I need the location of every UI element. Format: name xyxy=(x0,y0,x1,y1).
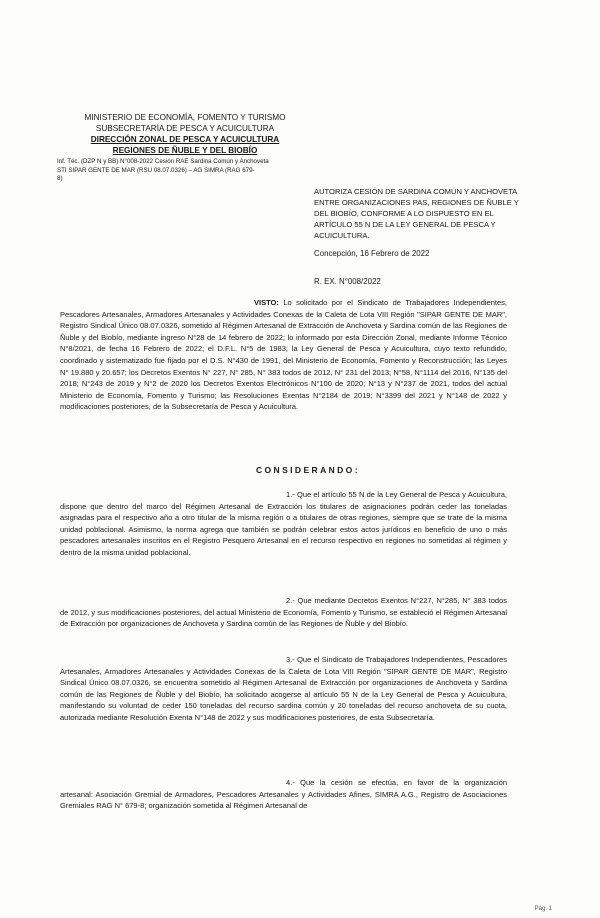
ministry-line: MINISTERIO DE ECONOMÍA, FOMENTO Y TURISMO xyxy=(84,113,286,122)
considerando-paragraph-3 xyxy=(60,654,507,724)
considerando-paragraph-4 xyxy=(60,777,507,812)
subsecretariat-line: SUBSECRETARÍA DE PESCA Y ACUICULTURA xyxy=(95,124,275,133)
paragraph-text: 4.- Que la cesión se efectúa, en favor de la organización artesanal: Asociación Gremial de Armadores, Pescadores Artesanales y Actividades Afines, SIMRA A.G., Registro de Asociaciones Gremiales RAG N° 679-8; organización sometida al Régimen Artesanal de xyxy=(60,778,507,811)
reference-line: 8) xyxy=(57,175,63,182)
reference-line: Inf. Téc. (DZP Ñ y BB) N°008-2022 Cesión RAE Sardina Común y Anchoveta xyxy=(57,158,269,165)
resolution-number: R. EX. N°008/2022 xyxy=(314,277,381,286)
considerando-paragraph-1 xyxy=(60,489,507,559)
resolution-subject: AUTORIZA CESIÓN DE SARDINA COMÚN Y ANCHOVETA ENTRE ORGANIZACIONES PAS, REGIONES DE ÑUBLE Y DEL BIOBÍO, CONFORME A LO DISPUESTO EN EL ARTÍCULO 55 N DE LA LEY GENERAL DE PESCA Y ACUICULTURA. xyxy=(314,187,519,240)
paragraph-text: 2.- Que mediante Decretos Exentos N°227, N°285, N° 383 todos de 2012, y sus modificaciones posteriores, del actual Ministerio de Economía, Fomento y Turismo, se estableció el Régimen Artesanal de Extracción por organizaciones de Anchoveta y Sardina común de las Regiones de Ñuble y del Biobío. xyxy=(60,596,507,629)
paragraph-text: 3.- Que el Sindicato de Trabajadores Independientes, Pescadores Artesanales, Armadores Artesanales y Actividades Conexas de la Caleta de Lota VIII Región "SIPAR GENTE DE MAR", Registro Sindical Único 08.07.0326, se encuentra sometido al Régimen Artesanal de Extracción por organizaciones de Anchoveta y Sardina común de las Regiones de Ñuble y del Biobío, ha solicitado acogerse al artículo 55 N de la Ley General de Pesca y Acuicultura, manifestando su voluntad de ceder 150 toneladas del recurso sardina común y 20 toneladas del recurso anchoveta de su cuota, autorizada mediante Resolución Exenta N°148 de 2022 y sus modificaciones posteriores, de esta Subsecretaría. xyxy=(60,655,507,722)
visto-paragraph xyxy=(60,297,507,413)
visto-label: VISTO: xyxy=(254,298,279,307)
considerando-heading: CONSIDERANDO: xyxy=(256,465,360,475)
visto-text: Lo solicitado por el Sindicato de Trabajadores Independientes, Pescadores Artesanales, Armadores Artesanales y Actividades Conexas de la Caleta de Lota VIII Región "SIPAR GENTE DE MAR", Registro Sindical Único 08.07.0326, sometido al Régimen Artesanal de Extracción de Anchoveta y Sardina común de las Regiones de Ñuble y del Biobío, mediante ingreso N°28 de 14 febrero de 2022; lo informado por esta Dirección Zonal, mediante Informe Técnico N°8/2021, de fecha 16 Febrero de 2022; el D.F.L. N°5 de 1983; la Ley General de Pesca y Acuicultura, cuyo texto refundido, coordinado y sistematizado fue fijado por el D.S. N°430 de 1991, del Ministerio de Economía, Fomento y Reconstrucción; las Leyes N° 19.880 y 20.657; los Decretos Exentos N° 227, N° 285, N° 383 todos de 2012, N° 231 del 2013; N°58, N°1114 del 2016, N°135 del 2018; N°243 de 2019 y N°2 de 2020 los Decretos Exentos Electrónicos N°100 de 2020; N°13 y N°237 de 2021, todos del actual Ministerio de Economía, Fomento y Turismo; las Resoluciones Exentas N°2184 de 2019; N°3399 del 2021 y N°148 de 2022 y modificaciones posteriores, de la Subsecretaría de Pesca y Acuicultura. xyxy=(60,298,507,412)
institution-header xyxy=(60,112,310,156)
reference-line: STI SIPAR GENTE DE MAR (RSU 08.07.0326) – AG SIMRA (RAG 679- xyxy=(57,166,255,174)
regions-line: REGIONES DE ÑUBLE Y DEL BIOBÍO xyxy=(112,146,258,155)
zonal-direction-line: DIRECCIÓN ZONAL DE PESCA Y ACUICULTURA xyxy=(90,135,280,144)
considerando-paragraph-2 xyxy=(60,595,507,630)
resolution-date: Concepción, 16 Febrero de 2022 xyxy=(314,249,430,258)
reference-block xyxy=(57,158,302,184)
page-mark: Pág. 1 xyxy=(534,906,552,912)
paragraph-text: 1.- Que el artículo 55 N de la Ley General de Pesca y Acuicultura, dispone que dentro del marco del Régimen Artesanal de Extracción los titulares de asignaciones podrán ceder las toneladas asignadas para el respectivo año a otro titular de la misma región o a titulares de otras regiones, siempre que se trate de la misma unidad poblacional. Asimismo, la norma agrega que también se podrán celebrar estos actos jurídicos en beneficio de uno o más pescadores artesanales inscritos en el Registro Pesquero Artesanal en el recurso respectivo en regiones no sometidas al régimen y dentro de la misma unidad poblacional. xyxy=(60,490,507,557)
